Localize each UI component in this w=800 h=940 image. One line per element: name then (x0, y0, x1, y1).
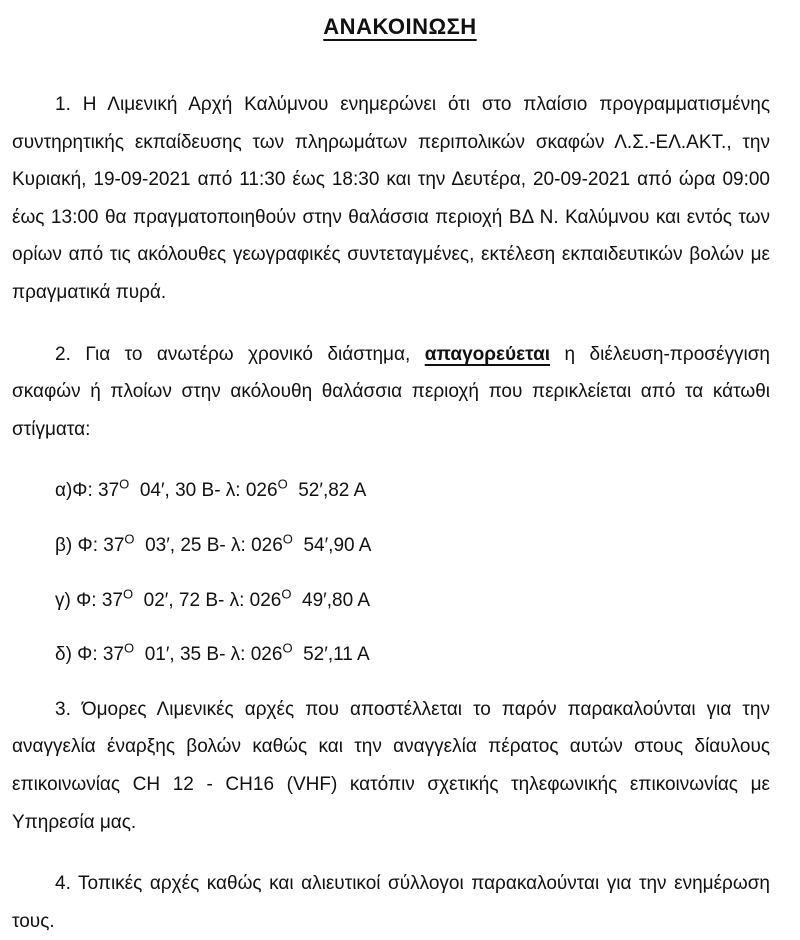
coord-delta-mid: 01′, 35 Β- λ: 026 (134, 644, 283, 666)
page-title-text: ΑΝΑΚΟΙΝΩΣΗ (323, 14, 477, 39)
coord-alpha-mid: 04′, 30 Β- λ: 026 (129, 480, 278, 502)
paragraph-1: 1. Η Λιμενική Αρχή Καλύμνου ενημερώνει ότι στο πλαίσιο προγραμματισμένης συντηρητικής εκπαίδευσης των πληρωμάτων περιπολικών σκαφών Λ.Σ.-ΕΛ.ΑΚΤ., την Κυριακή, 19-09-2021 από 11:30 έως 18:30 και την Δευτέρα, 20-09-2021 από ώρα 09:00 έως 13:00 θα πραγματοποιηθούν στην θαλάσσια περιοχή ΒΔ Ν. Καλύμνου και εντός των ορίων από τις ακόλουθες γεωγραφικές συντεταγμένες, εκτέλεση εκπαιδευτικών βολών με πραγματικά πυρά. (12, 94, 770, 303)
coord-beta-degree-1: Ο (124, 531, 135, 547)
coord-beta-mid: 03′, 25 Β- λ: 026 (134, 534, 283, 556)
coord-alpha-degree-2: Ο (277, 477, 288, 493)
paragraph-2 (12, 336, 770, 449)
coord-gamma-mid: 02′, 72 Β- λ: 026 (133, 589, 282, 611)
coord-gamma-degree-1: Ο (122, 586, 134, 602)
prohibition-emphasis: απαγορεύεται (424, 343, 551, 365)
page-title (30, 14, 770, 40)
coordinate-point-beta (55, 527, 770, 565)
coordinates-list (12, 472, 770, 673)
paragraph-2-before: 2. Για το ανωτέρω χρονικό διάστημα, (55, 343, 425, 365)
coord-beta-pre: β) Φ: 37 (55, 534, 125, 556)
coord-alpha-degree-1: Ο (119, 477, 130, 493)
coord-gamma-pre: γ) Φ: 37 (55, 589, 123, 611)
coord-beta-post: 54′,90 Α (292, 534, 372, 556)
coord-delta-post: 52′,11 Α (292, 644, 370, 666)
coord-gamma-degree-2: Ο (281, 586, 292, 602)
coord-gamma-post: 49′,80 Α (291, 589, 371, 611)
coordinate-point-gamma (55, 582, 770, 620)
coord-alpha-pre: α)Φ: 37 (55, 480, 120, 502)
paragraph-2-after: η διέλευση-προσέγγιση σκαφών ή πλοίων στην ακόλουθη θαλάσσια περιοχή που περικλείεται από τα κάτωθι στίγματα: (12, 343, 770, 440)
coord-delta-degree-2: Ο (282, 640, 293, 656)
coord-delta-degree-1: Ο (124, 640, 135, 656)
coord-alpha-post: 52′,82 Α (287, 480, 367, 502)
coordinate-point-delta (55, 636, 770, 674)
paragraph-4: 4. Τοπικές αρχές καθώς και αλιευτικοί σύλλογοι παρακαλούνται για την ενημέρωση τους. (12, 873, 770, 932)
coord-delta-pre: δ) Φ: 37 (55, 644, 125, 666)
coordinate-point-alpha (55, 472, 770, 510)
coord-beta-degree-2: Ο (282, 531, 293, 547)
paragraph-3: 3. Όμορες Λιμενικές αρχές που αποστέλλεται το παρόν παρακαλούνται για την αναγγελία έναρξης βολών καθώς και την αναγγελία πέρατος αυτών στους δίαυλους επικοινωνίας CH 12 - CH16 (VHF) κατόπιν σχετικής τηλεφωνικής επικοινωνίας με Υπηρεσία μας. (12, 698, 770, 833)
